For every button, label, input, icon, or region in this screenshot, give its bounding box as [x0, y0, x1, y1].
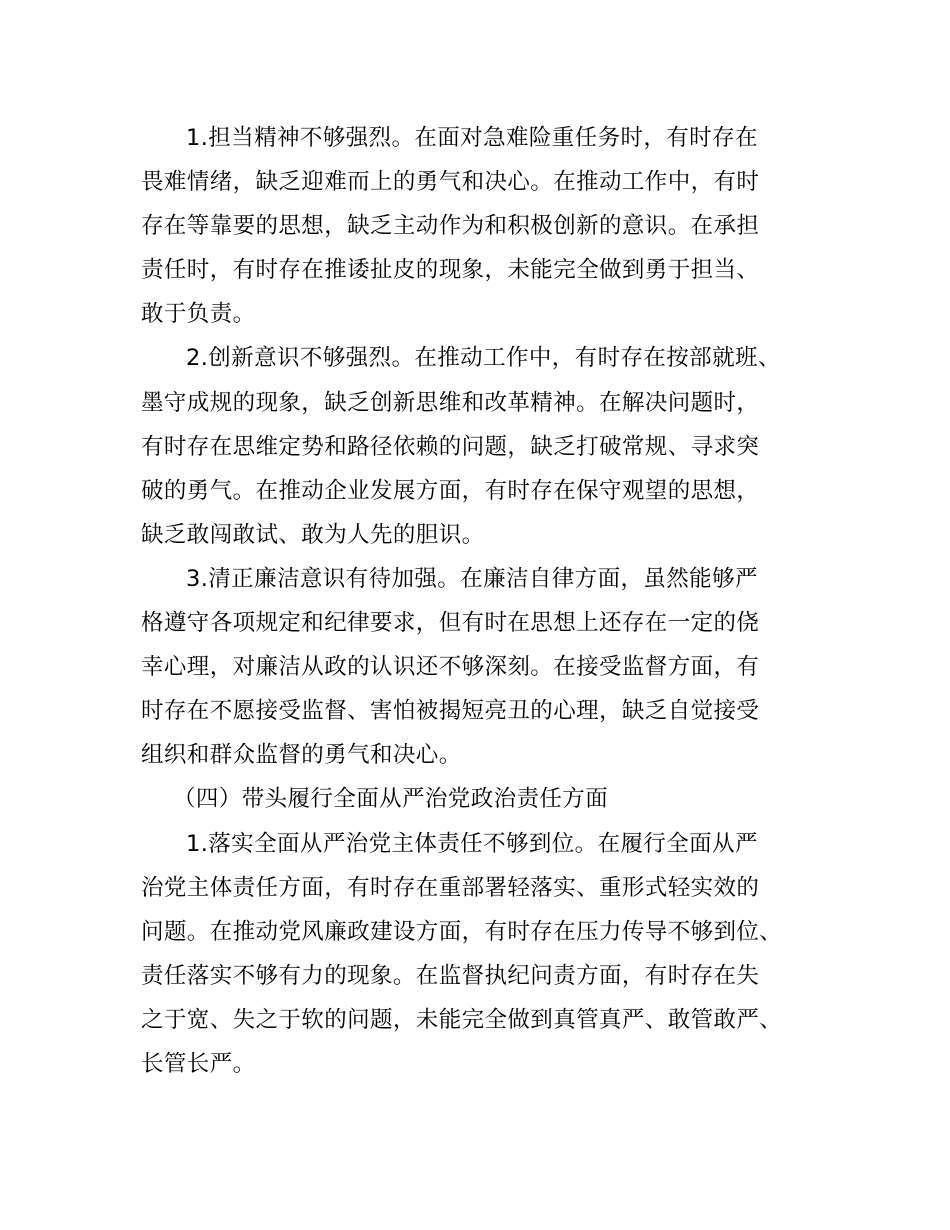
paragraph-line: 幸心理，对廉洁从政的认识还不够深刻。在接受监督方面，有	[141, 654, 760, 681]
paragraph-line: 之于宽、失之于软的问题，未能完全做到真管真严、敢管敢严、	[141, 1006, 783, 1033]
paragraph-line: 墨守成规的现象，缺乏创新思维和改革精神。在解决问题时，	[141, 389, 760, 416]
paragraph-line: 长管长严。	[141, 1050, 256, 1077]
paragraph-line: 1.落实全面从严治党主体责任不够到位。在履行全面从严	[186, 830, 758, 857]
paragraph-line: 2.创新意识不够强烈。在推动工作中，有时存在按部就班、	[186, 345, 781, 372]
paragraph-line: 畏难情绪，缺乏迎难而上的勇气和决心。在推动工作中，有时	[141, 169, 760, 196]
paragraph-line: 责任时，有时存在推诿扯皮的现象，未能完全做到勇于担当、	[141, 257, 760, 284]
paragraph-line: 格遵守各项规定和纪律要求，但有时在思想上还存在一定的侥	[141, 610, 760, 637]
section-heading-4	[141, 777, 823, 821]
paragraph-2-innovation	[141, 336, 823, 556]
paragraph-line: 敢于负责。	[141, 301, 256, 328]
paragraph-3-integrity	[141, 557, 823, 777]
paragraph-line: 3.清正廉洁意识有待加强。在廉洁自律方面，虽然能够严	[186, 565, 758, 592]
heading-text: （四）带头履行全面从严治党政治责任方面	[173, 786, 609, 813]
paragraph-1-responsibility	[141, 116, 823, 336]
paragraph-line: 组织和群众监督的勇气和决心。	[141, 742, 462, 769]
paragraph-line: 破的勇气。在推动企业发展方面，有时存在保守观望的思想，	[141, 477, 760, 504]
paragraph-line: 有时存在思维定势和路径依赖的问题，缺乏打破常规、寻求突	[141, 433, 760, 460]
paragraph-line: 治党主体责任方面，有时存在重部署轻落实、重形式轻实效的	[141, 874, 760, 901]
paragraph-line: 时存在不愿接受监督、害怕被揭短亮丑的心理，缺乏自觉接受	[141, 698, 760, 725]
paragraph-line: 1.担当精神不够强烈。在面对急难险重任务时，有时存在	[186, 125, 758, 151]
paragraph-line: 存在等靠要的思想，缺乏主动作为和积极创新的意识。在承担	[141, 213, 760, 240]
paragraph-4-1-main-responsibility	[141, 822, 823, 1087]
paragraph-line: 缺乏敢闯敢试、敢为人先的胆识。	[141, 521, 485, 548]
document-body	[141, 116, 823, 1086]
paragraph-line: 责任落实不够有力的现象。在监督执纪问责方面，有时存在失	[141, 962, 760, 989]
paragraph-line: 问题。在推动党风廉政建设方面，有时存在压力传导不够到位、	[141, 918, 783, 945]
